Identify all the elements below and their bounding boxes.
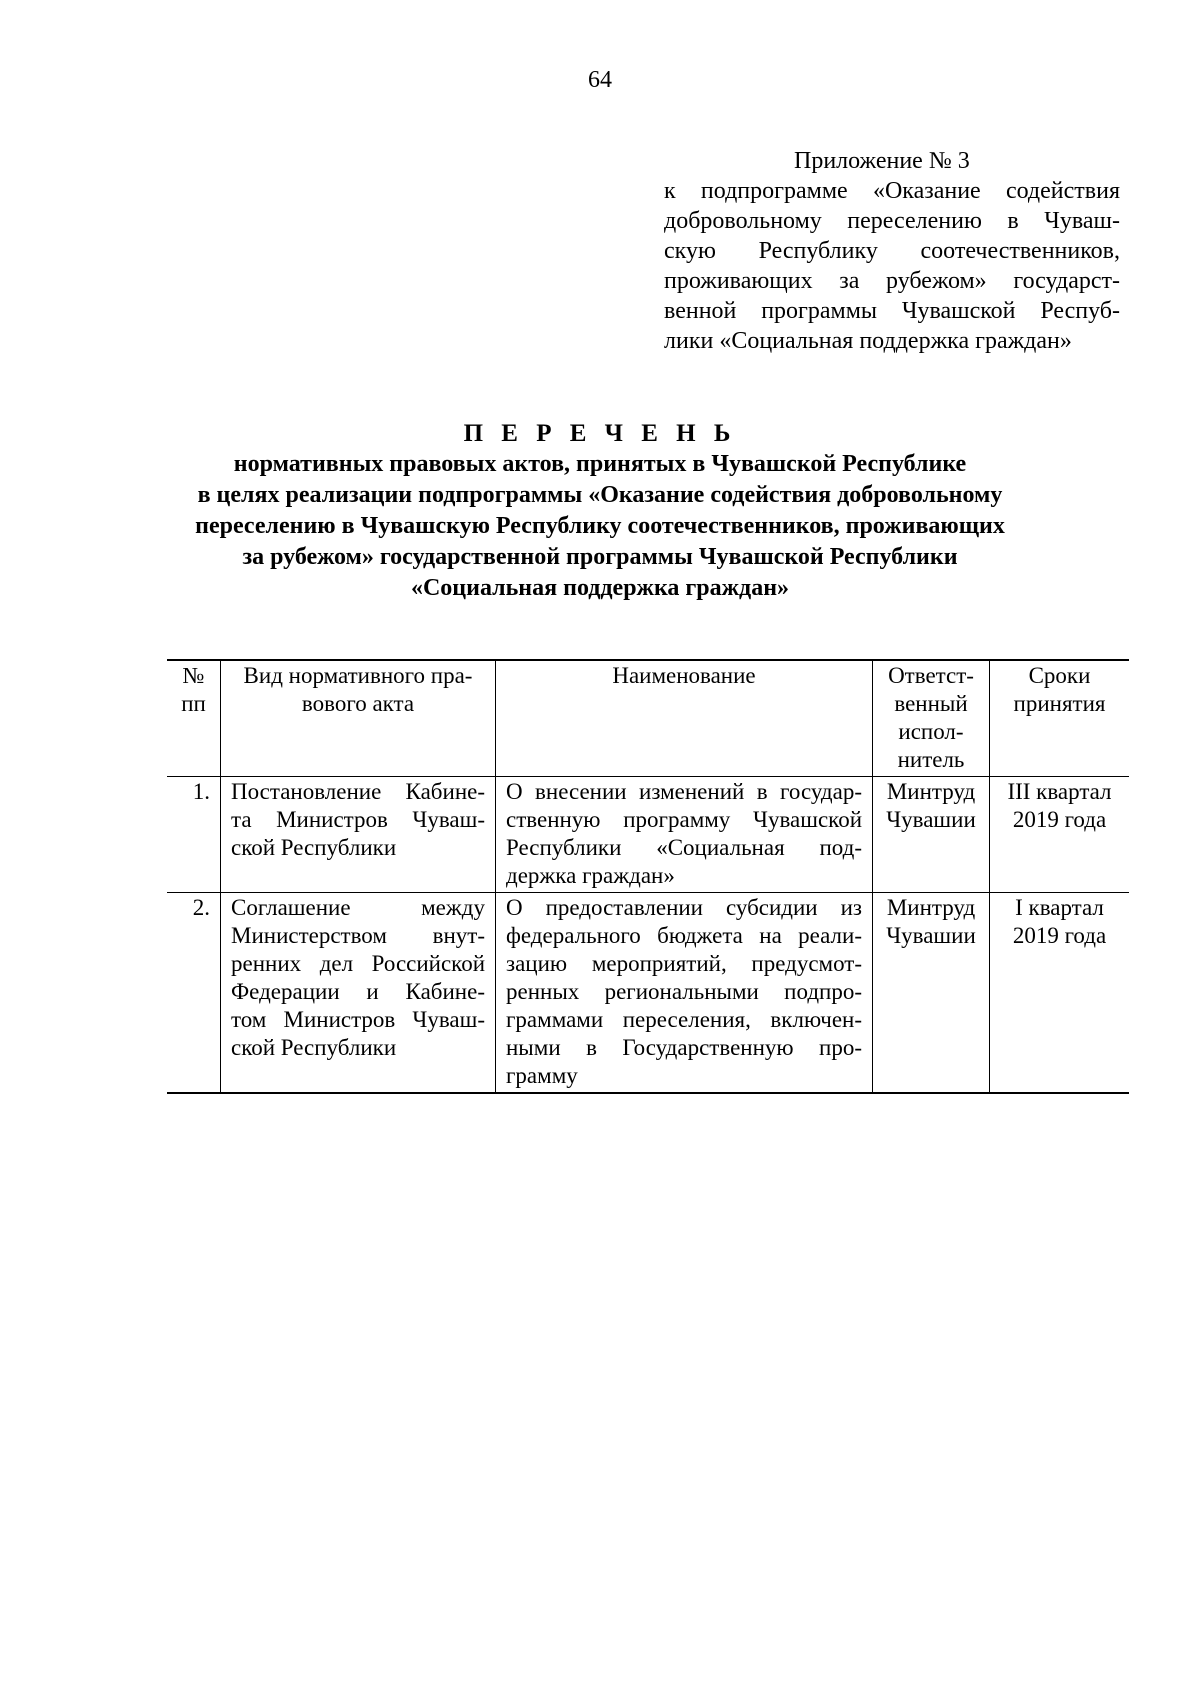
row-kind-line: Федерации и Кабине- (231, 979, 485, 1004)
row-kind-line: та Министров Чуваш- (231, 807, 485, 832)
row-name (496, 777, 873, 893)
row-kind-line: ренних дел Российской (231, 951, 485, 976)
heading-line: переселению в Чувашскую Республику соотечественников, проживающих (195, 513, 1005, 539)
row-kind-line: Министерством внут- (231, 923, 485, 948)
row-name-line: О внесении изменений в государ- (506, 779, 862, 804)
row-name-line: ренных региональными подпро- (506, 979, 862, 1004)
header-responsible (873, 660, 990, 777)
row-kind (221, 777, 496, 893)
row-responsible-line: Чувашии (886, 923, 976, 948)
appendix-line: проживающих за рубежом» государст- (664, 268, 1120, 294)
row-responsible (873, 777, 990, 893)
row-name (496, 893, 873, 1094)
header-term-line: принятия (1013, 691, 1106, 716)
row-name-line: зацию мероприятий, предусмот- (506, 951, 862, 976)
row-term-line: III квартал (1007, 779, 1112, 804)
row-name-line: О предоставлении субсидии из (506, 895, 862, 920)
row-name-line: грамму (506, 1063, 578, 1088)
appendix-line: венной программы Чувашской Респуб- (664, 298, 1120, 324)
row-term (990, 893, 1130, 1094)
row-responsible-line: Чувашии (886, 807, 976, 832)
row-term-line: 2019 года (1012, 807, 1107, 832)
heading-line: нормативных правовых актов, принятых в Чувашской Республике (233, 451, 967, 477)
row-name-line: Республики «Социальная под- (506, 835, 862, 860)
appendix-line: скую Республику соотечественников, (664, 238, 1120, 264)
header-kind-line: вового акта (301, 691, 415, 716)
row-num: 1. (167, 777, 221, 893)
row-name-line: ными в Государственную про- (506, 1035, 862, 1060)
row-term (990, 777, 1130, 893)
heading-line: за рубежом» государственной программы Чувашской Республики (242, 544, 958, 570)
header-responsible-line: нитель (897, 747, 965, 772)
row-responsible-line: Минтруд (886, 779, 976, 804)
appendix-block (664, 146, 1120, 356)
appendix-line: лики «Социальная поддержка граждан» (664, 328, 1072, 354)
header-num (167, 660, 221, 777)
row-kind-line: том Министров Чуваш- (231, 1007, 485, 1032)
header-term (990, 660, 1130, 777)
row-num: 2. (167, 893, 221, 1094)
header-kind (221, 660, 496, 777)
table-row (167, 777, 1129, 893)
header-term-line: Сроки (1028, 663, 1091, 688)
table-row (167, 893, 1129, 1094)
acts-table (167, 659, 1129, 1094)
row-name-line: федерального бюджета на реали- (506, 923, 862, 948)
row-name-line: ственную программу Чувашской (506, 807, 862, 832)
row-kind (221, 893, 496, 1094)
table-header-row (167, 660, 1129, 777)
header-name (496, 660, 873, 777)
row-kind-line: ской Республики (231, 1035, 397, 1060)
row-kind-line: Соглашение между (231, 895, 485, 920)
header-kind-line: Вид нормативного пра- (243, 663, 473, 688)
appendix-line: добровольному переселению в Чуваш- (664, 208, 1120, 234)
heading-line: в целях реализации подпрограммы «Оказание содействия добровольному (197, 482, 1003, 508)
heading-title: П Е Р Е Ч Е Н Ь (463, 420, 737, 447)
header-num-line: № (182, 663, 205, 688)
row-name-line: держка граждан» (506, 863, 675, 888)
header-name-line: Наименование (612, 663, 756, 688)
page-number: 64 (588, 67, 612, 93)
row-term-line: 2019 года (1012, 923, 1107, 948)
row-responsible (873, 893, 990, 1094)
row-term-line: I квартал (1015, 895, 1104, 920)
heading-line: «Социальная поддержка граждан» (410, 575, 790, 601)
row-name-line: граммами переселения, включен- (506, 1007, 862, 1032)
appendix-line: к подпрограмме «Оказание содействия (664, 178, 1120, 204)
row-responsible-line: Минтруд (886, 895, 976, 920)
header-responsible-line: испол- (898, 719, 964, 744)
header-num-line: пп (181, 691, 206, 716)
header-responsible-line: Ответст- (888, 663, 974, 688)
row-kind-line: ской Республики (231, 835, 397, 860)
header-responsible-line: венный (894, 691, 968, 716)
appendix-title: Приложение № 3 (794, 148, 970, 174)
document-heading (150, 418, 1050, 604)
row-kind-line: Постановление Кабине- (231, 779, 485, 804)
